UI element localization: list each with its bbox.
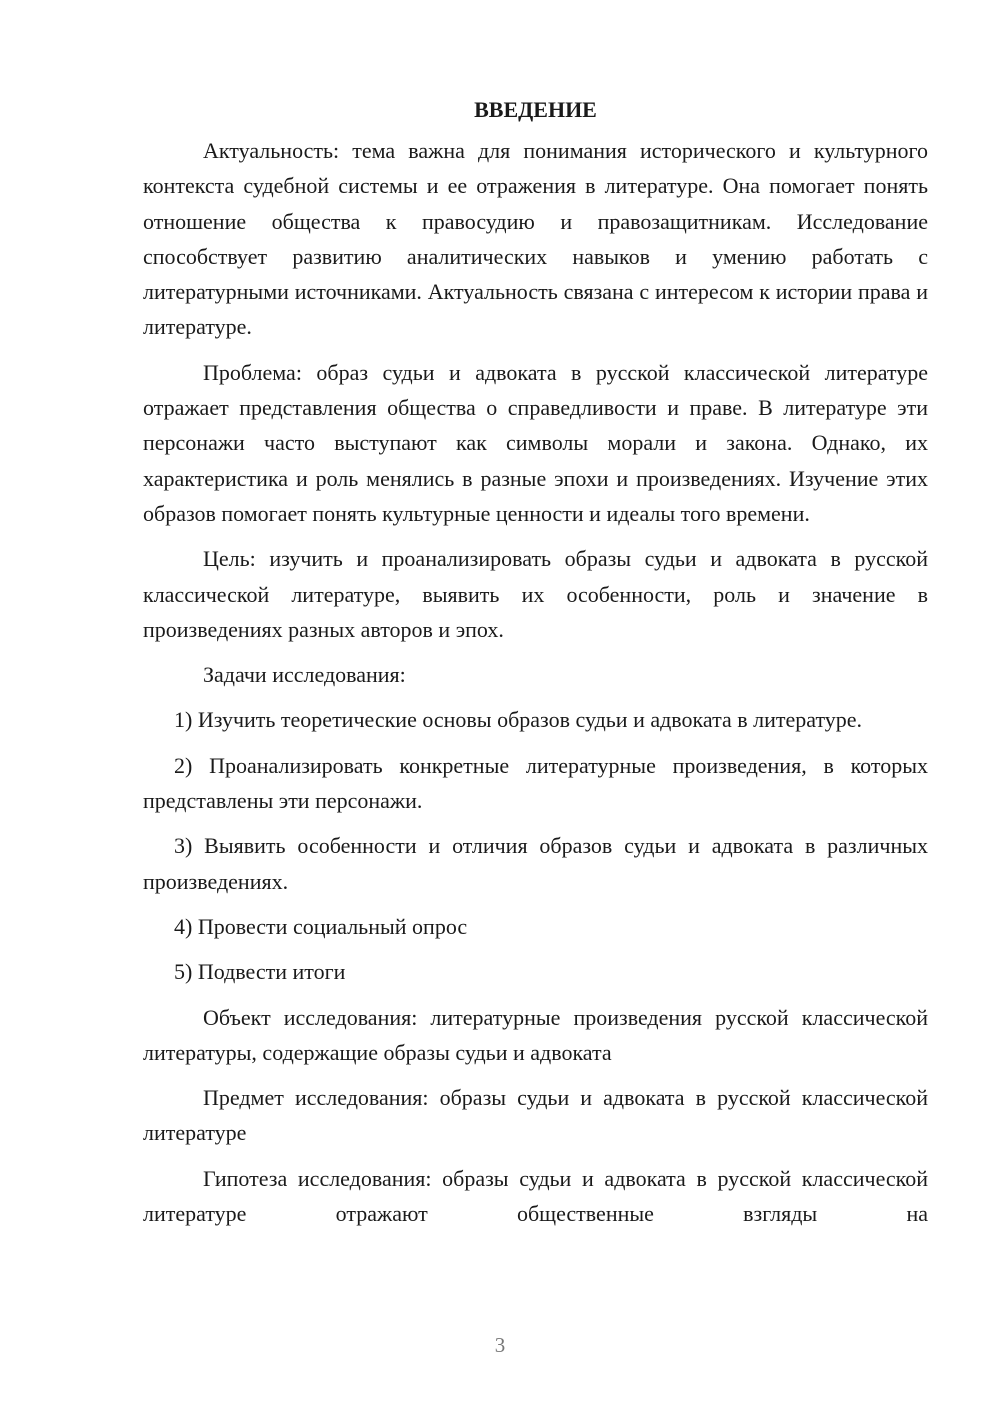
problem-paragraph: Проблема: образ судьи и адвоката в русской классической литературе отражает представления общества о справедливости и праве. В литературе эти персонажи часто выступают как символы морали и закона. Однако, их характеристика и роль менялись в разные эпохи и произведениях. Изучение этих образов помогает понять культурные ценности и идеалы того времени. bbox=[143, 359, 928, 526]
task-item: 2) Проанализировать конкретные литературные произведения, в которых представлены эти персонажи. bbox=[143, 752, 928, 814]
task-item: 5) Подвести итоги bbox=[174, 959, 346, 985]
task-item: 3) Выявить особенности и отличия образов судьи и адвоката в различных произведениях. bbox=[143, 833, 928, 894]
task-item: 4) Провести социальный опрос bbox=[174, 913, 468, 939]
relevance-paragraph: Актуальность: тема важна для понимания исторического и культурного контекста судебной системы и ее отражения в литературе. Она помогает понять отношение общества к правосудию и правозащитникам. Исследование способствует развитию аналитических навыков и умению работать с литературными источниками. Актуальность связана с интересом к истории права и литературе. bbox=[143, 138, 928, 340]
document-page bbox=[143, 92, 928, 1231]
section-title: ВВЕДЕНИЕ bbox=[474, 97, 597, 122]
subject-paragraph: Предмет исследования: образы судьи и адвоката в русской классической литературе bbox=[143, 1085, 928, 1146]
task-item: 1) Изучить теоретические основы образов судьи и адвоката в литературе. bbox=[174, 707, 863, 733]
object-paragraph: Объект исследования: литературные произведения русской классической литературы, содержащие образы судьи и адвоката bbox=[143, 1004, 928, 1065]
page-number: 3 bbox=[494, 1333, 506, 1357]
goal-paragraph: Цель: изучить и проанализировать образы судьи и адвоката в русской классической литературе, выявить их особенности, роль и значение в произведениях разных авторов и эпох. bbox=[143, 546, 928, 642]
tasks-heading: Задачи исследования: bbox=[203, 662, 406, 688]
hypothesis-paragraph: Гипотеза исследования: образы судьи и адвоката в русской классической литературе отражают общественные взгляды на bbox=[143, 1165, 928, 1227]
